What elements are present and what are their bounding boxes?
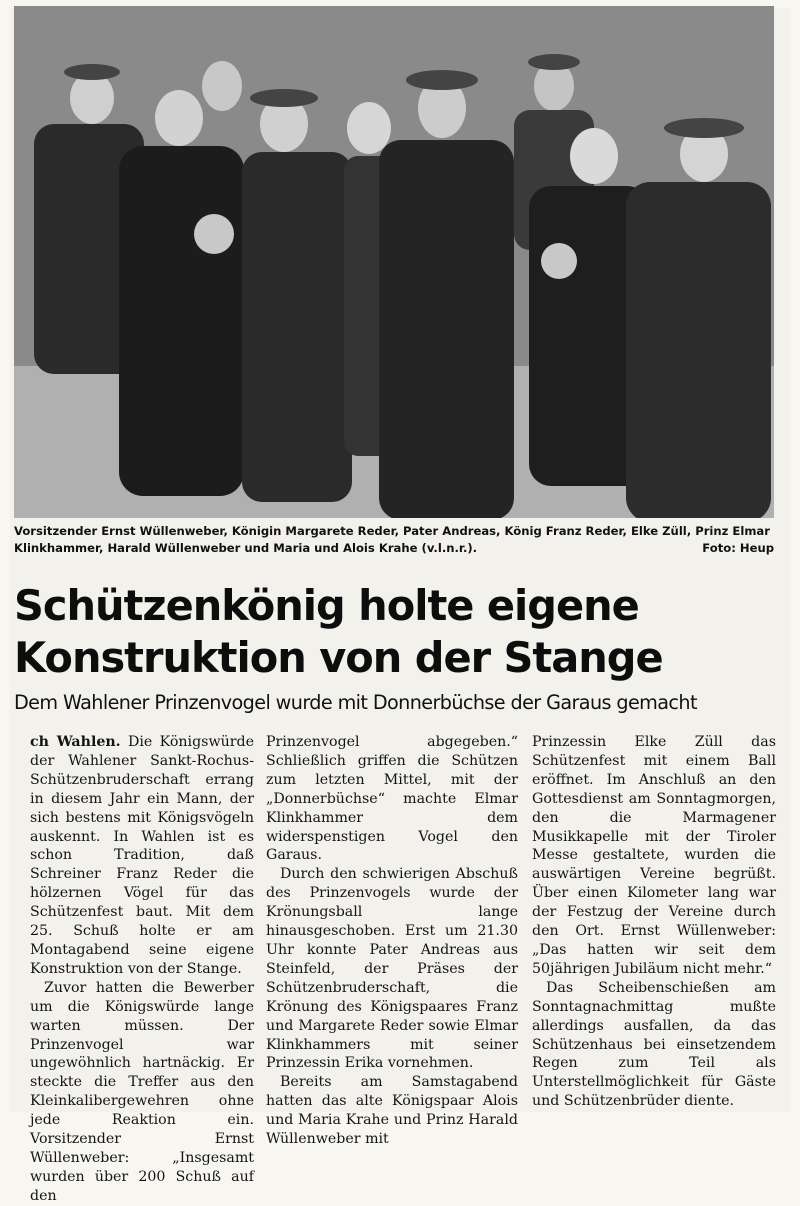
caption-text: Vorsitzender Ernst Wüllenweber, Königin Margarete Reder, Pater Andreas, König Franz Reder, Elke Züll, Prinz Elmar Klinkhammer, Harald Wüllenweber und Maria und Alois Krahe (v.l.n.r.).	[14, 524, 770, 555]
article-column-1	[30, 733, 254, 1206]
paragraph-text: Die Königswürde der Wahlener Sankt-Rochus-Schützenbruderschaft errang in diesem Jahr ein Mann, der sich bestens mit Königsvögeln auskennt. In Wahlen ist es schon Tradition, daß Schreiner Franz Reder die hölzernen Vögel für das Schützenfest baut. Mit dem 25. Schuß holte er am Montagabend seine eigene Konstruktion von der Stange.	[30, 734, 254, 977]
paragraph: Prinzenvogel abgegeben.“ Schließlich griffen die Schützen zum letzten Mittel, mit der „Donnerbüchse“ machte Elmar Klinkhammer dem widerspenstigen Vogel den Garaus.	[266, 734, 518, 864]
dateline: ch Wahlen.	[30, 734, 121, 750]
paragraph: Zuvor hatten die Bewerber um die Königswürde lange warten müssen. Der Prinzenvogel war ungewöhnlich hartnäckig. Er steckte die Treffer aus den Kleinkalibergewehren ohne jede Reaktion ein. Vorsitzender Ernst Wüllenweber: „Insgesamt wurden über 200 Schuß auf den	[30, 979, 254, 1204]
paragraph: Bereits am Samstagabend hatten das alte Königspaar Alois und Maria Krahe und Prinz Harald Wüllenweber mit	[266, 1074, 518, 1148]
photo-credit: Foto: Heup	[702, 541, 774, 555]
article-column-2	[266, 733, 518, 1149]
article-column-3	[532, 733, 776, 1111]
paragraph: Das Scheibenschießen am Sonntagnachmittag mußte allerdings ausfallen, da das Schützenhaus bei einsetzendem Regen zum Teil als Unterstellmöglichkeit für Gäste und Schützenbrüder diente.	[532, 979, 776, 1110]
paragraph: Prinzessin Elke Züll das Schützenfest mit einem Ball eröffnet. Im Anschluß an den Gottesdienst am Sonntagmorgen, den die Marmagener Musikkapelle mit der Tiroler Messe gestaltete, wurden die auswärtigen Vereine begrüßt. Über einen Kilometer lang war der Festzug der Vereine durch den Ort. Ernst Wüllenweber: „Das hatten wir seit dem 50jährigen Jubiläum nicht mehr.“	[532, 734, 776, 977]
group-photo-icon	[14, 6, 774, 518]
subheadline: Dem Wahlener Prinzenvogel wurde mit Donnerbüchse der Garaus gemacht	[14, 691, 697, 714]
paragraph	[30, 733, 254, 979]
photo-caption	[14, 523, 774, 557]
headline: Schützenkönig holte eigene Konstruktion von der Stange	[14, 581, 663, 682]
paragraph: Durch den schwierigen Abschuß des Prinzenvogels wurde der Krönungsball lange hinausgeschoben. Erst um 21.30 Uhr konnte Pater Andreas aus Steinfeld, der Präses der Schützenbruderschaft, die Krönung des Königspaares Franz und Margarete Reder sowie Elmar Klinkhammers mit seiner Prinzessin Erika vornehmen.	[266, 866, 518, 1072]
group-photo	[14, 6, 774, 518]
